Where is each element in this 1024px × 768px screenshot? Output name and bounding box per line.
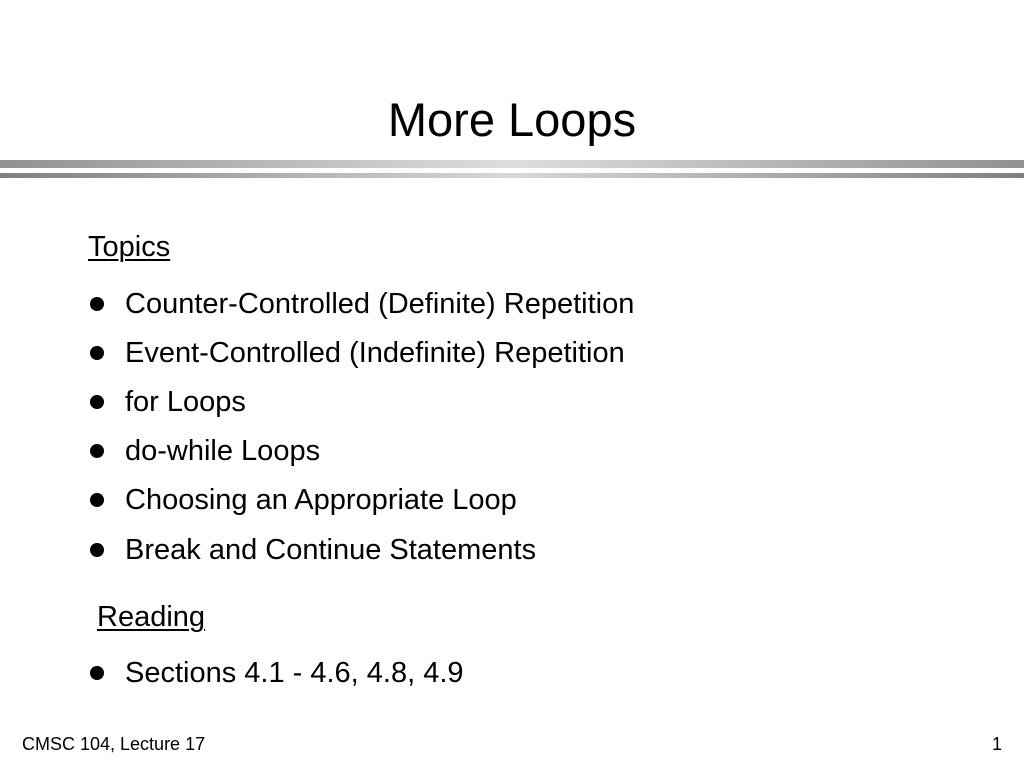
- bullet-dot-icon: [90, 346, 104, 360]
- list-item-text: Break and Continue Statements: [125, 533, 537, 566]
- footer-course-label: CMSC 104, Lecture 17: [22, 734, 206, 754]
- list-item-text: Choosing an Appropriate Loop: [125, 484, 517, 517]
- topics-list: [88, 279, 634, 574]
- bullet-dot-icon: [90, 444, 104, 458]
- topics-heading: Topics: [88, 231, 171, 263]
- title-divider-top: [0, 160, 1024, 168]
- list-item-text: Counter-Controlled (Definite) Repetition: [125, 287, 635, 320]
- bullet-dot-icon: [90, 666, 104, 680]
- footer-page-number: 1: [991, 734, 1002, 754]
- title-divider-bottom: [0, 173, 1024, 178]
- bullet-dot-icon: [90, 543, 104, 557]
- list-item: [88, 648, 464, 697]
- slide-title: More Loops: [387, 93, 637, 146]
- list-item-text: Sections 4.1 - 4.6, 4.8, 4.9: [125, 656, 464, 689]
- reading-heading: Reading: [97, 601, 206, 633]
- bullet-dot-icon: [90, 297, 104, 311]
- list-item-text: do-while Loops: [125, 435, 321, 468]
- list-item: [88, 427, 634, 476]
- list-item-text: for Loops: [125, 385, 246, 418]
- list-item: [88, 525, 634, 574]
- bullet-dot-icon: [90, 493, 104, 507]
- list-item-text: Event-Controlled (Indefinite) Repetition: [125, 336, 625, 369]
- reading-list: [88, 648, 464, 697]
- list-item: [88, 476, 634, 525]
- bullet-dot-icon: [90, 395, 104, 409]
- list-item: [88, 377, 634, 426]
- list-item: [88, 279, 634, 328]
- list-item: [88, 328, 634, 377]
